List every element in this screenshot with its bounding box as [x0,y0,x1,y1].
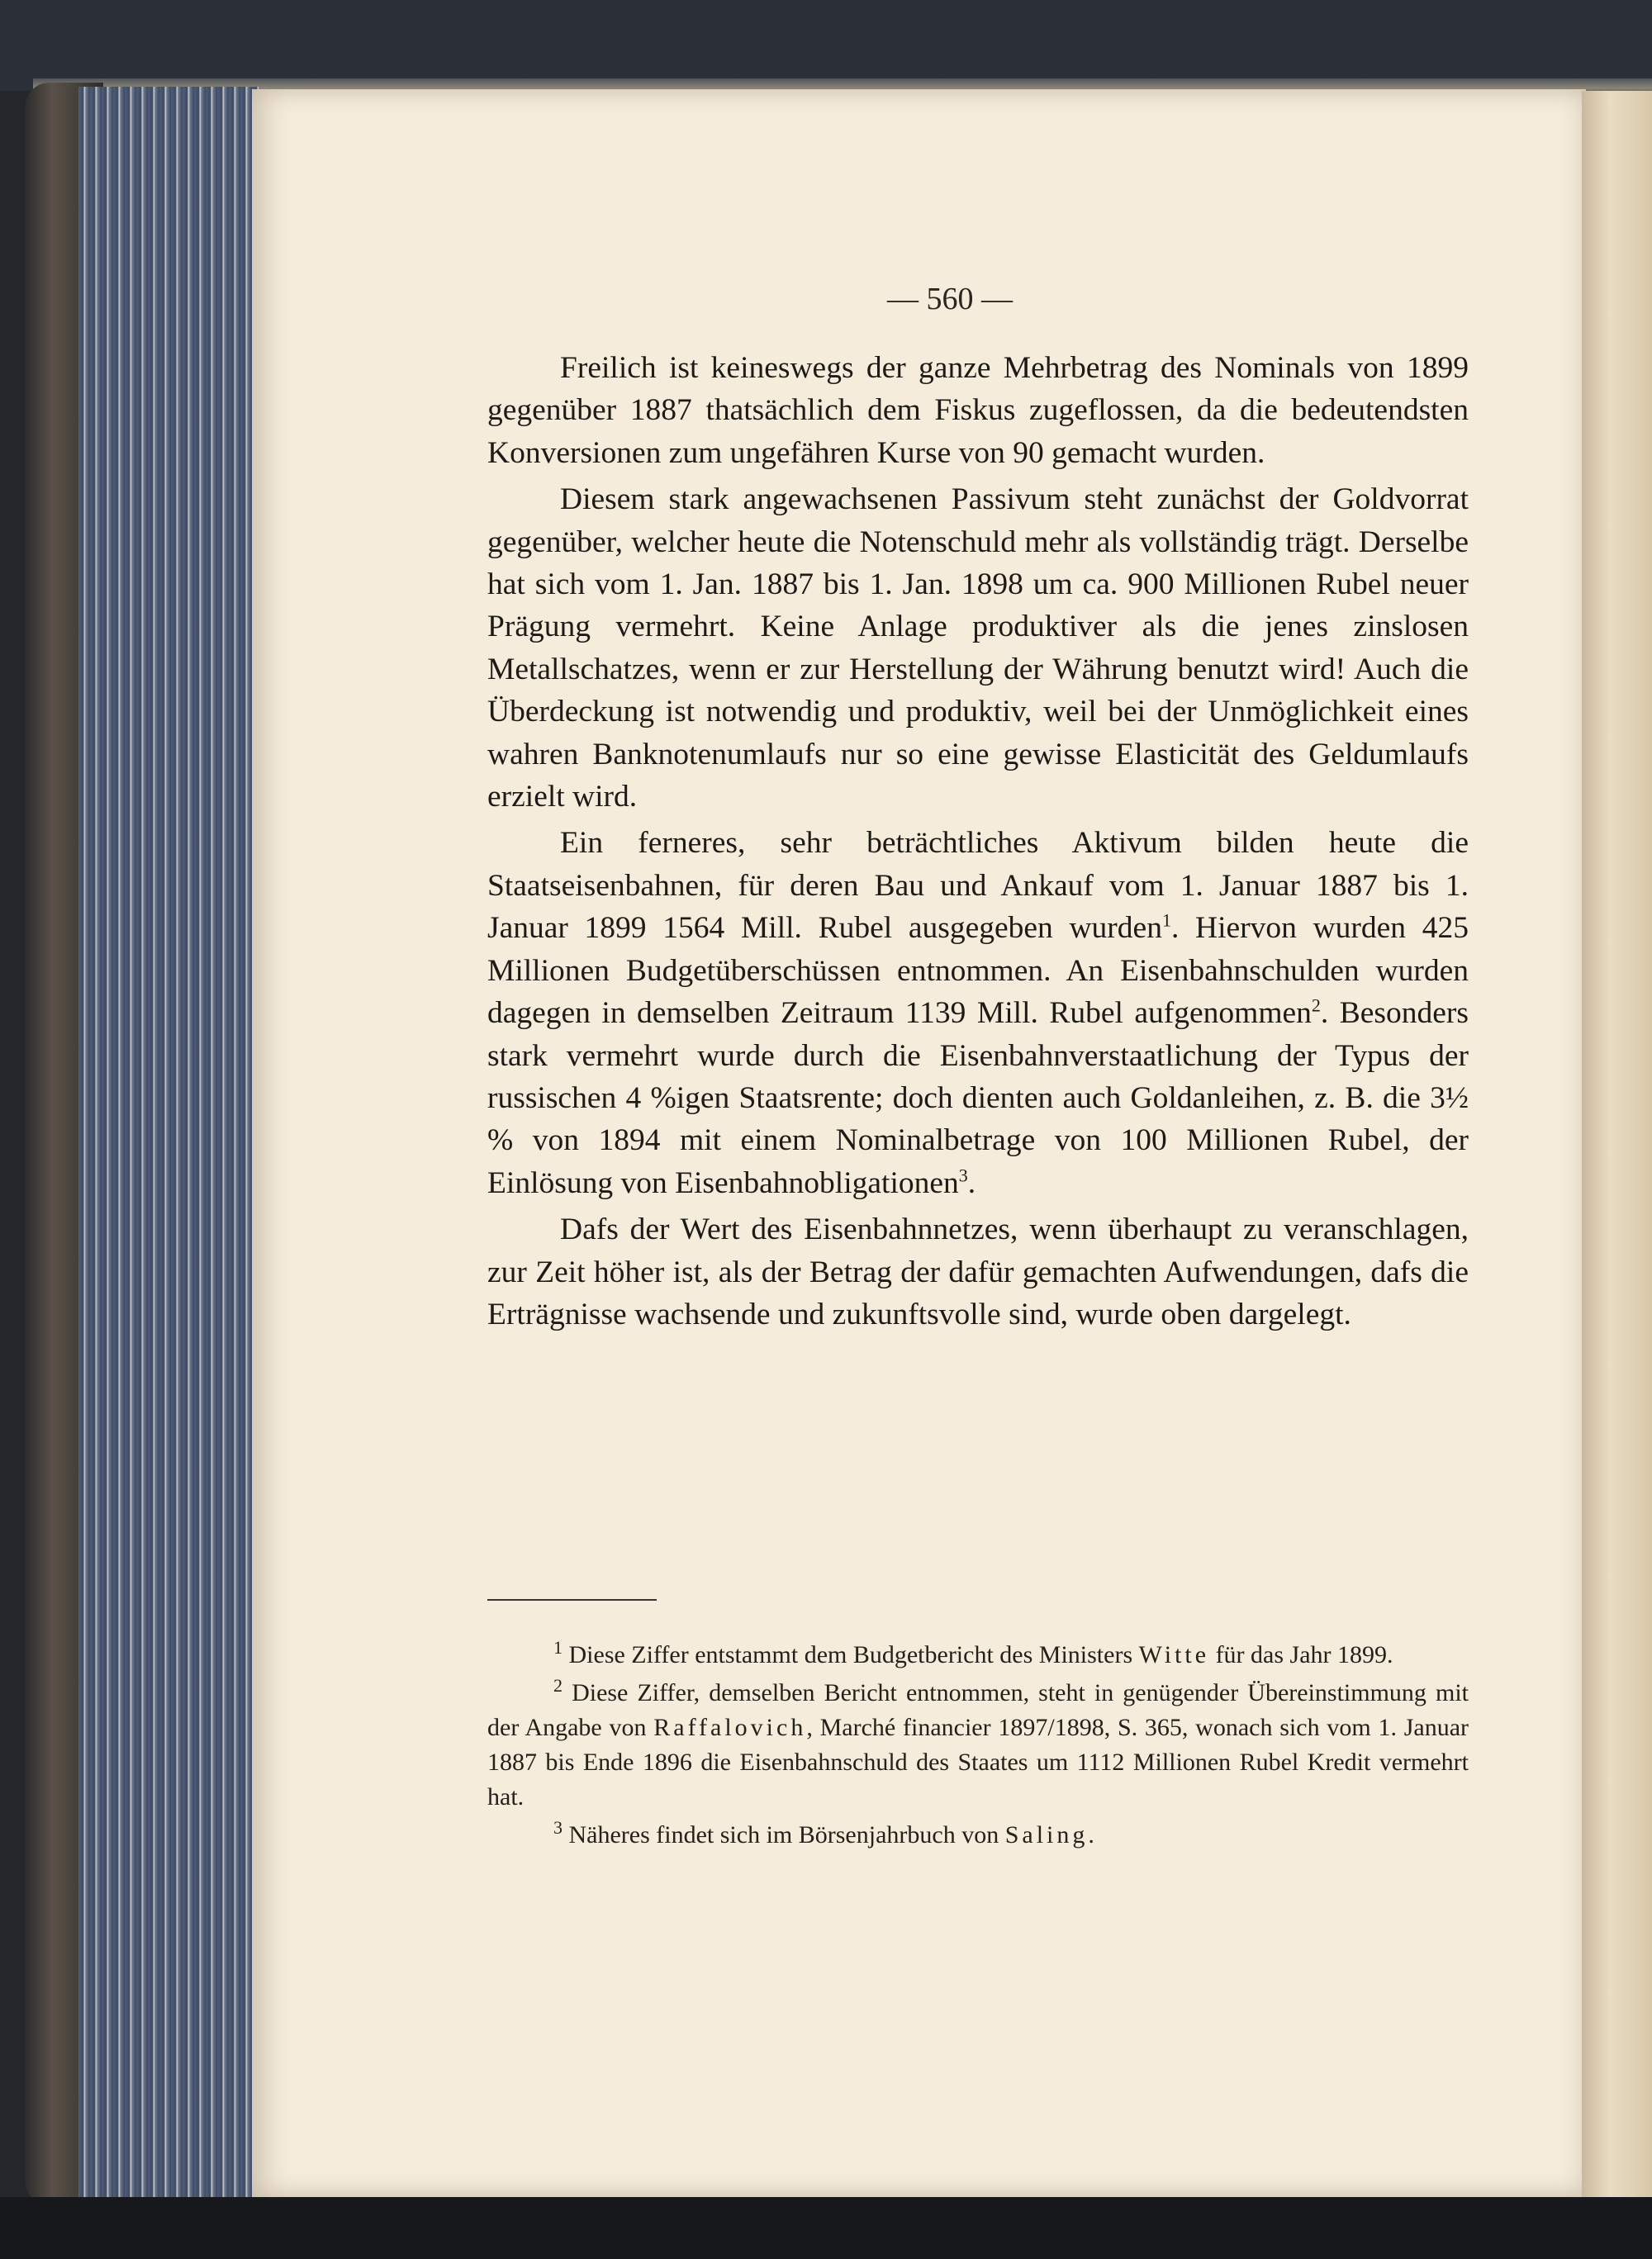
footnote [487,1818,1469,1853]
footnote-marker: 3 [553,1817,563,1838]
footnotes [487,1638,1469,1853]
paragraph-text: . Hiervon wurden 425 Millionen Budgetüberschüssen entnommen. An Eisenbahnschulden wurden dagegen in demselben Zeitraum 1139 Mill. Rubel aufgenommen [487,911,1469,1031]
footnote-marker: 1 [553,1637,563,1658]
page-number: — 560 — [887,282,1013,316]
footnote-name: Raffalovich [653,1714,807,1741]
background-bottom [0,2197,1652,2259]
paragraph-text: Ein ferneres, sehr beträchtliches Aktivum bilden heute die Staatseisenbahnen, für deren Bau und Ankauf vom 1. Januar 1887 bis 1. Januar 1899 1564 Mill. Rubel ausgegeben wurden [487,826,1469,946]
paragraph: Freilich ist keineswegs der ganze Mehrbetrag des Nominals von 1899 gegenüber 1887 thatsächlich dem Fiskus zugeflossen, da die bedeutendsten Konversionen zum ungefähren Kurse von 90 gemacht wurden. [487,351,1469,470]
footnote-text: für das Jahr 1899. [1209,1641,1393,1668]
footnote-text: Diese Ziffer entstammt dem Budgetbericht des Ministers [563,1641,1139,1668]
footnote-marker: 2 [553,1675,563,1696]
paragraph-text: . [967,1165,976,1200]
footnote-text: Näheres findet sich im Börsenjahrbuch von [563,1821,1005,1848]
footnote-ref: 1 [1161,909,1171,931]
body-text [487,347,1469,1336]
footnote-name: Witte [1138,1641,1210,1668]
footnote-divider [487,1599,657,1601]
footnote [487,1676,1469,1815]
footnote-ref: 2 [1311,994,1321,1016]
footnote-text: Diese Ziffer, demselben Bericht entnommen, steht in genügender Übereinstimmung mit der Angabe von [487,1679,1469,1741]
paragraph-text: . Besonders stark vermehrt wurde durch die Eisenbahnverstaatlichung der Typus der russischen 4 %igen Staatsrente; doch dienten auch Goldanleihen, z. B. die 3½ % von 1894 mit einem Nominalbetrage von 100 Millionen Rubel, der Einlösung von Eisenbahnobligationen [487,996,1469,1200]
paragraph [487,822,1469,1204]
footnote-ref: 3 [958,1165,968,1186]
page-edges [78,87,260,2197]
paragraph: Dafs der Wert des Eisenbahnnetzes, wenn überhaupt zu veranschlagen, zur Zeit höher ist, als der Betrag der dafür gemachten Aufwendungen, dafs die Erträgnisse wachsende und zukunftsvolle sind, wurde oben dargelegt. [487,1213,1469,1331]
adjacent-page-edge [1582,91,1652,2197]
paragraph: Diesem stark angewachsenen Passivum steht zunächst der Goldvorrat gegenüber, welcher heute die Notenschuld mehr als vollständig trägt. Derselbe hat sich vom 1. Jan. 1887 bis 1. Jan. 1898 um ca. 900 Millionen Rubel neuer Prägung vermehrt. Keine Anlage produktiver als die jenes zinslosen Metallschatzes, wenn er zur Herstellung der Währung benutzt wird! Auch die Überdeckung ist notwendig und produktiv, weil bei der Unmöglichkeit eines wahren Banknotenumlaufs nur so eine gewisse Elasticität des Geldumlaufs erzielt wird. [487,482,1469,814]
footnote-text: . [1088,1821,1094,1848]
footnote-text: , Marché financier 1897/1898, S. 365, wonach sich vom 1. Januar 1887 bis Ende 1896 die Eisenbahnschuld des Staates um 1112 Millionen Rubel Kredit vermehrt hat. [487,1714,1469,1811]
footnote [487,1638,1469,1673]
background-top [0,0,1652,91]
footnote-name: Saling [1004,1821,1089,1848]
